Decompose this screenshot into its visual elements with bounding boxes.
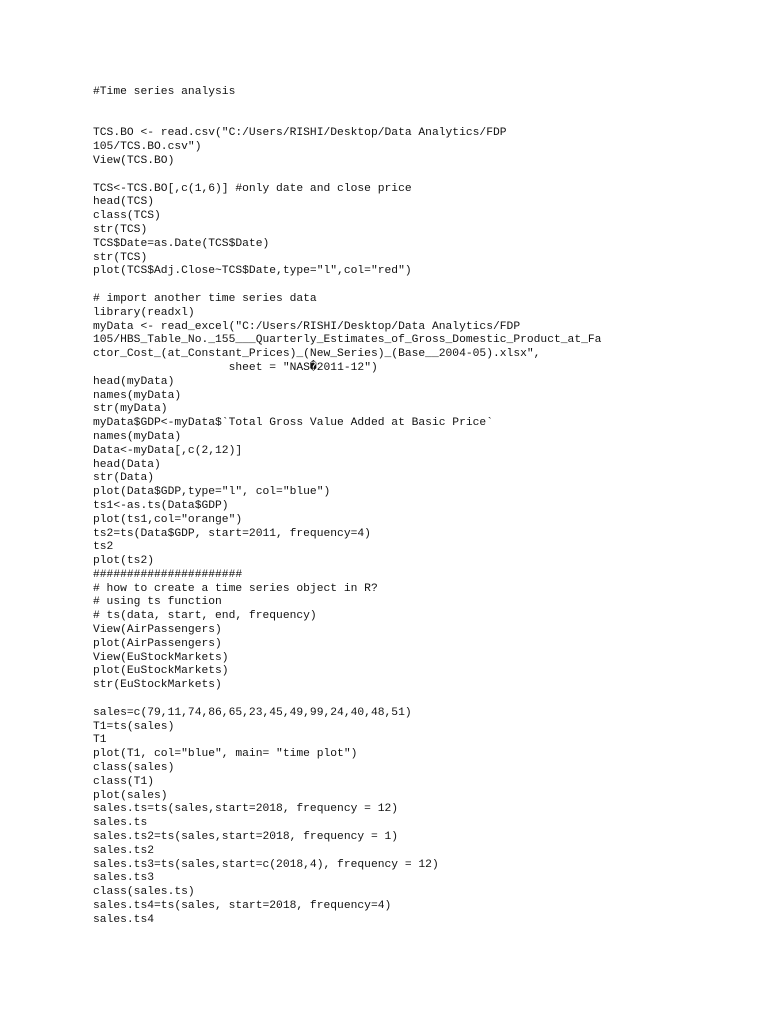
code-line: # how to create a time series object in R?	[93, 582, 378, 595]
code-line: Data<-myData[,c(2,12)]	[93, 444, 243, 457]
code-line: plot(sales)	[93, 789, 168, 802]
code-line: ctor_Cost_(at_Constant_Prices)_(New_Series)_(Base__2004-05).xlsx",	[93, 348, 541, 361]
code-line: ts2	[93, 541, 114, 554]
code-line: names(myData)	[93, 389, 182, 402]
code-line: class(T1)	[93, 775, 155, 788]
code-line: plot(ts2)	[93, 555, 155, 568]
code-line: View(AirPassengers)	[93, 624, 222, 637]
code-line: ts1<-as.ts(Data$GDP)	[93, 499, 229, 512]
code-line: # import another time series data	[93, 292, 317, 305]
code-line: class(sales)	[93, 762, 175, 775]
code-line: sales.ts2	[93, 844, 155, 857]
code-line: #Time series analysis	[93, 86, 236, 98]
code-line: myData$GDP<-myData$`Total Gross Value Added at Basic Price`	[93, 417, 493, 430]
code-line: sales.ts=ts(sales,start=2018, frequency = 12)	[93, 803, 399, 816]
code-line: sales.ts3=ts(sales,start=c(2018,4), frequency = 12)	[93, 858, 439, 871]
code-line: # using ts function	[93, 596, 222, 609]
code-line: sales=c(79,11,74,86,65,23,45,49,99,24,40,48,51)	[93, 706, 412, 719]
code-line: ######################	[93, 568, 243, 581]
code-line: str(TCS)	[93, 251, 148, 264]
code-line: str(TCS)	[93, 223, 148, 236]
code-line: T1	[93, 734, 107, 747]
blank-line	[93, 169, 733, 183]
code-line: head(Data)	[93, 458, 161, 471]
code-line: 105/HBS_Table_No._155___Quarterly_Estimates_of_Gross_Domestic_Product_at_Fa	[93, 334, 602, 347]
blank-line	[93, 114, 733, 128]
code-line: ts2=ts(Data$GDP, start=2011, frequency=4)	[93, 527, 371, 540]
code-line: plot(Data$GDP,type="l", col="blue")	[93, 486, 331, 499]
code-line: myData <- read_excel("C:/Users/RISHI/Desktop/Data Analytics/FDP	[93, 320, 521, 333]
code-line: library(readxl)	[93, 306, 195, 319]
code-line: sales.ts4=ts(sales, start=2018, frequency=4)	[93, 900, 392, 913]
code-line: plot(ts1,col="orange")	[93, 513, 243, 526]
code-line: TCS.BO <- read.csv("C:/Users/RISHI/Desktop/Data Analytics/FDP	[93, 127, 507, 140]
code-line: TCS<-TCS.BO[,c(1,6)] #only date and close price	[93, 182, 412, 195]
code-line: plot(AirPassengers)	[93, 637, 222, 650]
code-line: TCS$Date=as.Date(TCS$Date)	[93, 237, 270, 250]
code-line: 105/TCS.BO.csv")	[93, 141, 202, 154]
code-line: head(myData)	[93, 375, 175, 388]
code-line: sales.ts2=ts(sales,start=2018, frequency = 1)	[93, 831, 399, 844]
code-line: sales.ts	[93, 817, 148, 830]
code-line: plot(T1, col="blue", main= "time plot")	[93, 748, 358, 761]
code-line: class(sales.ts)	[93, 886, 195, 899]
code-line: View(EuStockMarkets)	[93, 651, 229, 664]
code-line: # ts(data, start, end, frequency)	[93, 610, 317, 623]
code-line: sales.ts3	[93, 872, 155, 885]
code-line: sales.ts4	[93, 913, 155, 926]
blank-line	[93, 100, 733, 114]
code-line: head(TCS)	[93, 196, 155, 209]
code-line: str(Data)	[93, 472, 155, 485]
code-line: sheet = "NAS�2011-12")	[93, 361, 378, 374]
code-line: View(TCS.BO)	[93, 154, 175, 167]
code-listing	[93, 86, 733, 928]
code-line: plot(EuStockMarkets)	[93, 665, 229, 678]
code-line: str(myData)	[93, 403, 168, 416]
code-line: plot(TCS$Adj.Close~TCS$Date,type="l",col="red")	[93, 265, 412, 278]
code-line: names(myData)	[93, 430, 182, 443]
code-line: class(TCS)	[93, 210, 161, 223]
blank-line	[93, 693, 733, 707]
blank-line	[93, 279, 733, 293]
code-line: T1=ts(sales)	[93, 720, 175, 733]
code-line: str(EuStockMarkets)	[93, 679, 222, 692]
